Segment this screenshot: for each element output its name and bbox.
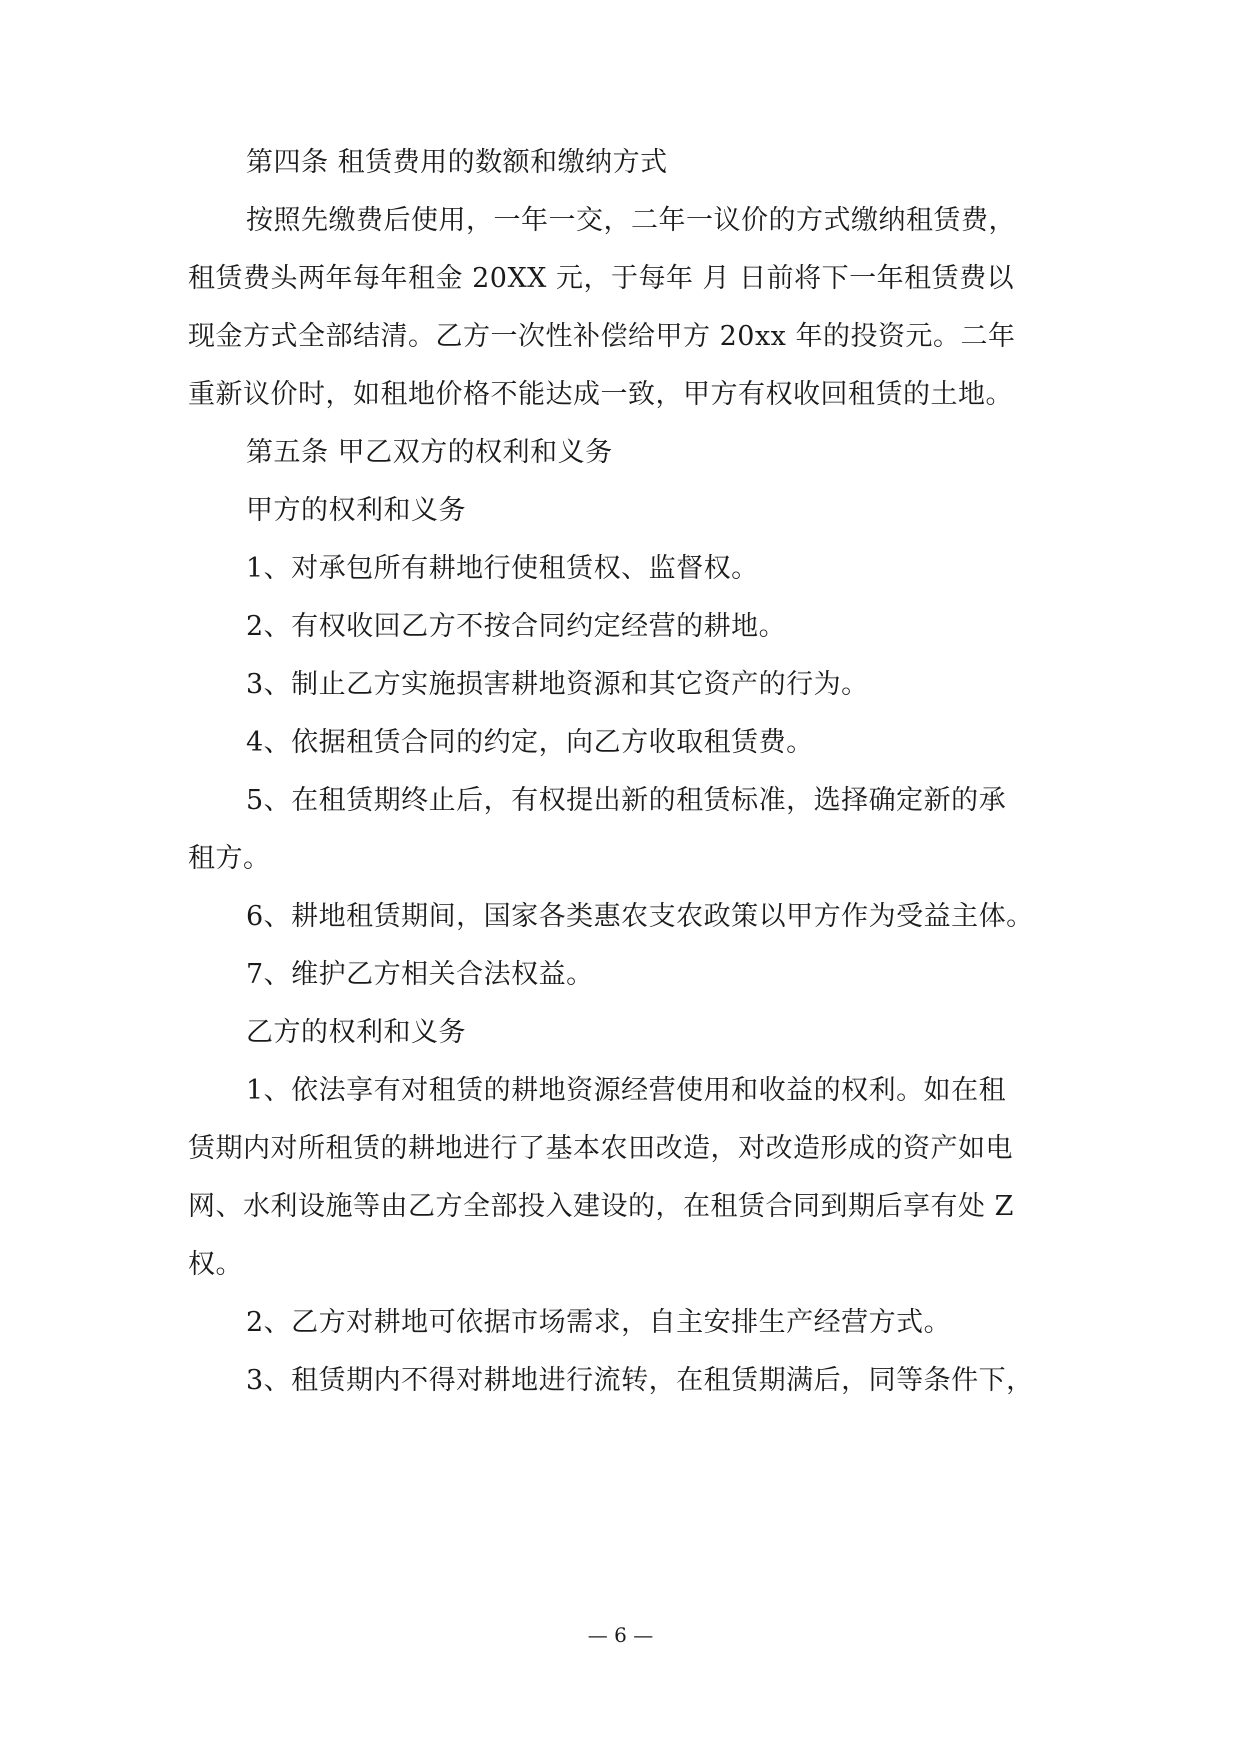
list-item: 1、对承包所有耕地行使租赁权、监督权。 [246,553,759,584]
list-item: 1、依法享有对租赁的耕地资源经营使用和收益的权利。如在租 [246,1075,1007,1106]
list-item: 6、耕地租赁期间，国家各类惠农支农政策以甲方作为受益主体。 [246,901,1034,932]
list-item: 2、乙方对耕地可依据市场需求，自主安排生产经营方式。 [246,1307,952,1338]
list-item: 7、维护乙方相关合法权益。 [246,959,594,990]
list-item: 3、制止乙方实施损害耕地资源和其它资产的行为。 [246,669,869,700]
list-item: 3、租赁期内不得对耕地进行流转，在租赁期满后，同等条件下， [246,1365,1034,1396]
party-b-heading: 乙方的权利和义务 [246,1017,466,1048]
list-item-continuation: 租方。 [188,843,271,874]
article-5-heading: 第五条 甲乙双方的权利和义务 [246,437,613,468]
list-item: 5、在租赁期终止后，有权提出新的租赁标准，选择确定新的承 [246,785,1007,816]
party-a-heading: 甲方的权利和义务 [246,495,466,526]
list-item-continuation: 赁期内对所租赁的耕地进行了基本农田改造，对改造形成的资产如电 [188,1133,1013,1164]
paragraph-line: 按照先缴费后使用，一年一交，二年一议价的方式缴纳租赁费， [246,205,1016,236]
page-number: — 6 — [587,1623,654,1647]
article-4-heading: 第四条 租赁费用的数额和缴纳方式 [246,147,668,178]
list-item: 4、依据租赁合同的约定，向乙方收取租赁费。 [246,727,814,758]
list-item-continuation: 网、水利设施等由乙方全部投入建设的，在租赁合同到期后享有处 Z [188,1191,1014,1222]
paragraph-line: 现金方式全部结清。乙方一次性补偿给甲方 20xx 年的投资元。二年 [188,321,1016,352]
list-item-continuation: 权。 [188,1249,243,1280]
list-item: 2、有权收回乙方不按合同约定经营的耕地。 [246,611,787,642]
paragraph-line: 重新议价时，如租地价格不能达成一致，甲方有权收回租赁的土地。 [188,379,1013,410]
paragraph-line: 租赁费头两年每年租金 20XX 元，于每年 月 日前将下一年租赁费以 [188,263,1015,294]
